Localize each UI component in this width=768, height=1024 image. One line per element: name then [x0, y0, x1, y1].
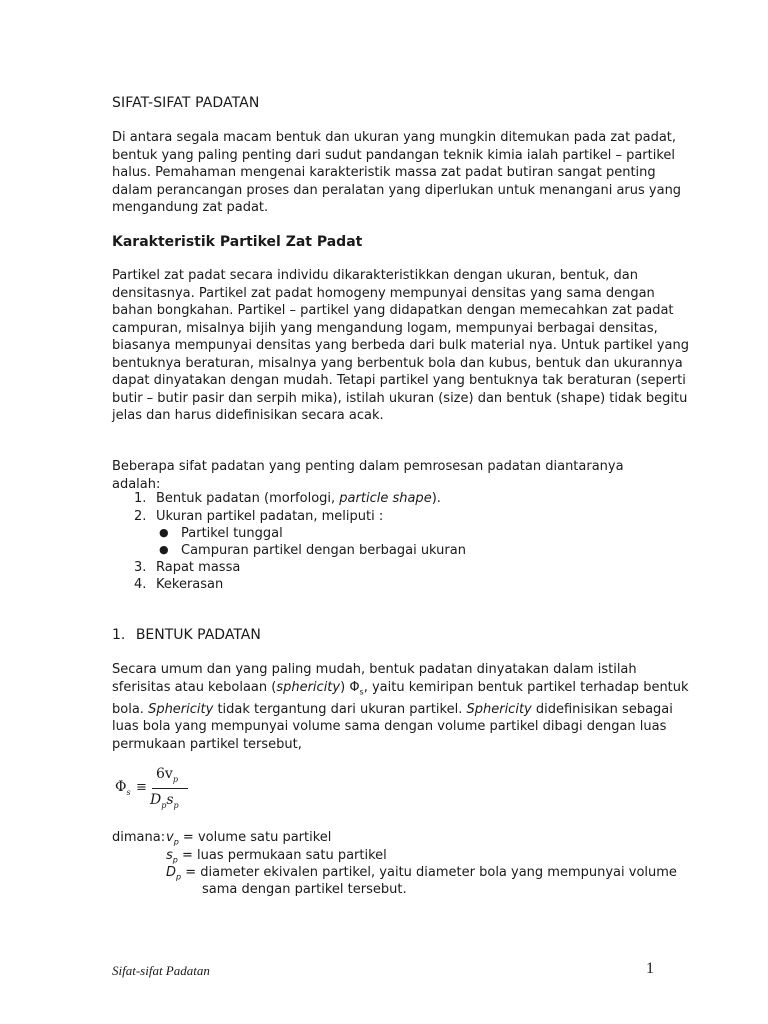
page-number: 1 — [646, 960, 654, 977]
text-line: halus. Pemahaman mengenai karakteristik massa zat padat butiran sangat penting — [112, 165, 656, 180]
list-text: Kekerasan — [156, 577, 224, 592]
def-subscript: p — [172, 855, 178, 865]
formula-num-text: 6v — [156, 766, 173, 782]
formula-phi: Φ — [115, 779, 127, 795]
text-line: densitasnya. Partikel zat padat homogeny mempunyai densitas yang sama dengan — [112, 285, 655, 301]
bullet-text: Partikel tunggal — [181, 526, 283, 541]
text-part: bola. — [112, 701, 149, 717]
def-subscript: p — [173, 837, 179, 847]
definition-line — [166, 830, 331, 847]
list-text-end: ). — [431, 491, 441, 506]
text-line: luas bola yang mempunyai volume sama dengan volume partikel dibagi dengan luas — [112, 719, 667, 735]
sphericity-formula — [112, 762, 232, 812]
text-part: tidak tergantung dari ukuran partikel. — [213, 701, 467, 717]
text-line: mengandung zat padat. — [112, 200, 269, 215]
footer-title: Sifat-sifat Padatan — [112, 963, 210, 978]
text-italic: Sphericity — [148, 701, 214, 717]
fraction-bar — [152, 788, 188, 789]
formula-operator: ≡ — [136, 780, 147, 795]
list-number: 2. — [134, 509, 147, 524]
definition-line — [166, 848, 387, 865]
formula-lhs — [115, 779, 131, 797]
def-symbol: v — [166, 830, 174, 845]
formula-denominator — [150, 792, 179, 810]
definition-continuation: sama dengan partikel tersebut. — [202, 882, 407, 897]
page-title: SIFAT-SIFAT PADATAN — [112, 95, 260, 111]
list-text-italic: particle shape — [339, 491, 432, 506]
text-line — [112, 679, 689, 701]
bullet-icon: ● — [159, 526, 169, 539]
formula-numerator — [156, 766, 178, 784]
text-line: Partikel zat padat secara individu dikarakteristikkan dengan ukuran, bentuk, dan — [112, 268, 638, 283]
section-title: BENTUK PADATAN — [135, 627, 261, 643]
text-line: Secara umum dan yang paling mudah, bentuk padatan dinyatakan dalam istilah — [112, 662, 637, 677]
formula-den-d: D — [150, 792, 162, 808]
text-part: sferisitas atau kebolaan ( — [112, 679, 277, 695]
def-symbol: D — [166, 865, 177, 880]
formula-subscript: p — [173, 800, 179, 810]
bullet-icon: ● — [159, 543, 169, 556]
def-text: = luas permukaan satu partikel — [177, 848, 387, 863]
list-number: 4. — [134, 577, 147, 592]
definitions-lead: dimana: — [112, 830, 166, 845]
text-line: dapat dinyatakan dengan mudah. Tetapi partikel yang bentuknya tak beraturan (seperti — [112, 373, 686, 388]
text-line: bentuknya beraturan, misalnya yang berbentuk bola dan kubus, bentuk dan ukurannya — [112, 355, 683, 371]
characteristics-paragraph — [112, 267, 689, 425]
list-intro: Beberapa sifat padatan yang penting dalam pemrosesan padatan diantaranya adalah: — [112, 459, 624, 492]
section1-paragraph — [112, 661, 689, 753]
section-heading — [112, 627, 261, 643]
text-line: campuran, misalnya bijih yang mengandung logam, mempunyai berbagai densitas, — [112, 320, 658, 336]
list-text: Rapat massa — [156, 560, 241, 575]
text-line: biasanya mempunyai densitas yang berbeda dari bulk material nya. Untuk partikel yang — [112, 338, 689, 353]
text-line — [112, 701, 673, 719]
formula-subscript: p — [161, 800, 167, 810]
text-italic: sphericity — [276, 679, 341, 695]
list-text-part: Bentuk padatan (morfologi, — [156, 491, 340, 506]
formula-subscript: p — [172, 774, 178, 784]
definition-line — [166, 865, 677, 882]
text-part: ) Φ — [340, 679, 360, 695]
definitions — [112, 830, 677, 910]
text-line: butir – butir pasir dan serpih mika), istilah ukuran (size) dan bentuk (shape) tidak begitu — [112, 390, 688, 406]
text-part: didefinisikan sebagai — [531, 701, 673, 717]
text-line: Di antara segala macam bentuk dan ukuran yang mungkin ditemukan pada zat padat, — [112, 130, 677, 145]
text-subscript: s — [359, 687, 364, 697]
intro-paragraph — [112, 129, 682, 217]
def-text: = volume satu partikel — [178, 830, 332, 845]
list-text — [156, 491, 441, 506]
def-subscript: p — [176, 872, 182, 882]
text-line: bentuk yang paling penting dari sudut pandangan teknik kimia ialah partikel – partikel — [112, 147, 676, 163]
list-number: 3. — [134, 560, 147, 575]
text-line: jelas dan harus didefinisikan secara acak. — [112, 408, 384, 423]
list-text: Ukuran partikel padatan, meliputi : — [156, 509, 384, 524]
bullet-text: Campuran partikel dengan berbagai ukuran — [181, 543, 466, 558]
text-italic: Sphericity — [466, 701, 532, 717]
subheading: Karakteristik Partikel Zat Padat — [112, 234, 363, 250]
list-number: 1. — [134, 491, 147, 506]
formula-subscript: s — [126, 787, 131, 797]
text-line: bahan bongkahan. Partikel – partikel yang didapatkan dengan memecahkan zat padat — [112, 303, 674, 318]
text-line: permukaan partikel tersebut, — [112, 736, 302, 752]
text-part: , yaitu kemiripan bentuk partikel terhadap bentuk — [363, 679, 689, 695]
section-number: 1. — [112, 627, 126, 643]
text-line: dalam perancangan proses dan peralatan yang diperlukan untuk menangani arus yang — [112, 182, 682, 198]
def-symbol: s — [166, 848, 173, 863]
formula-den-s: s — [166, 792, 174, 808]
def-text: = diameter ekivalen partikel, yaitu diameter bola yang mempunyai volume — [181, 865, 677, 880]
properties-list — [134, 491, 654, 601]
